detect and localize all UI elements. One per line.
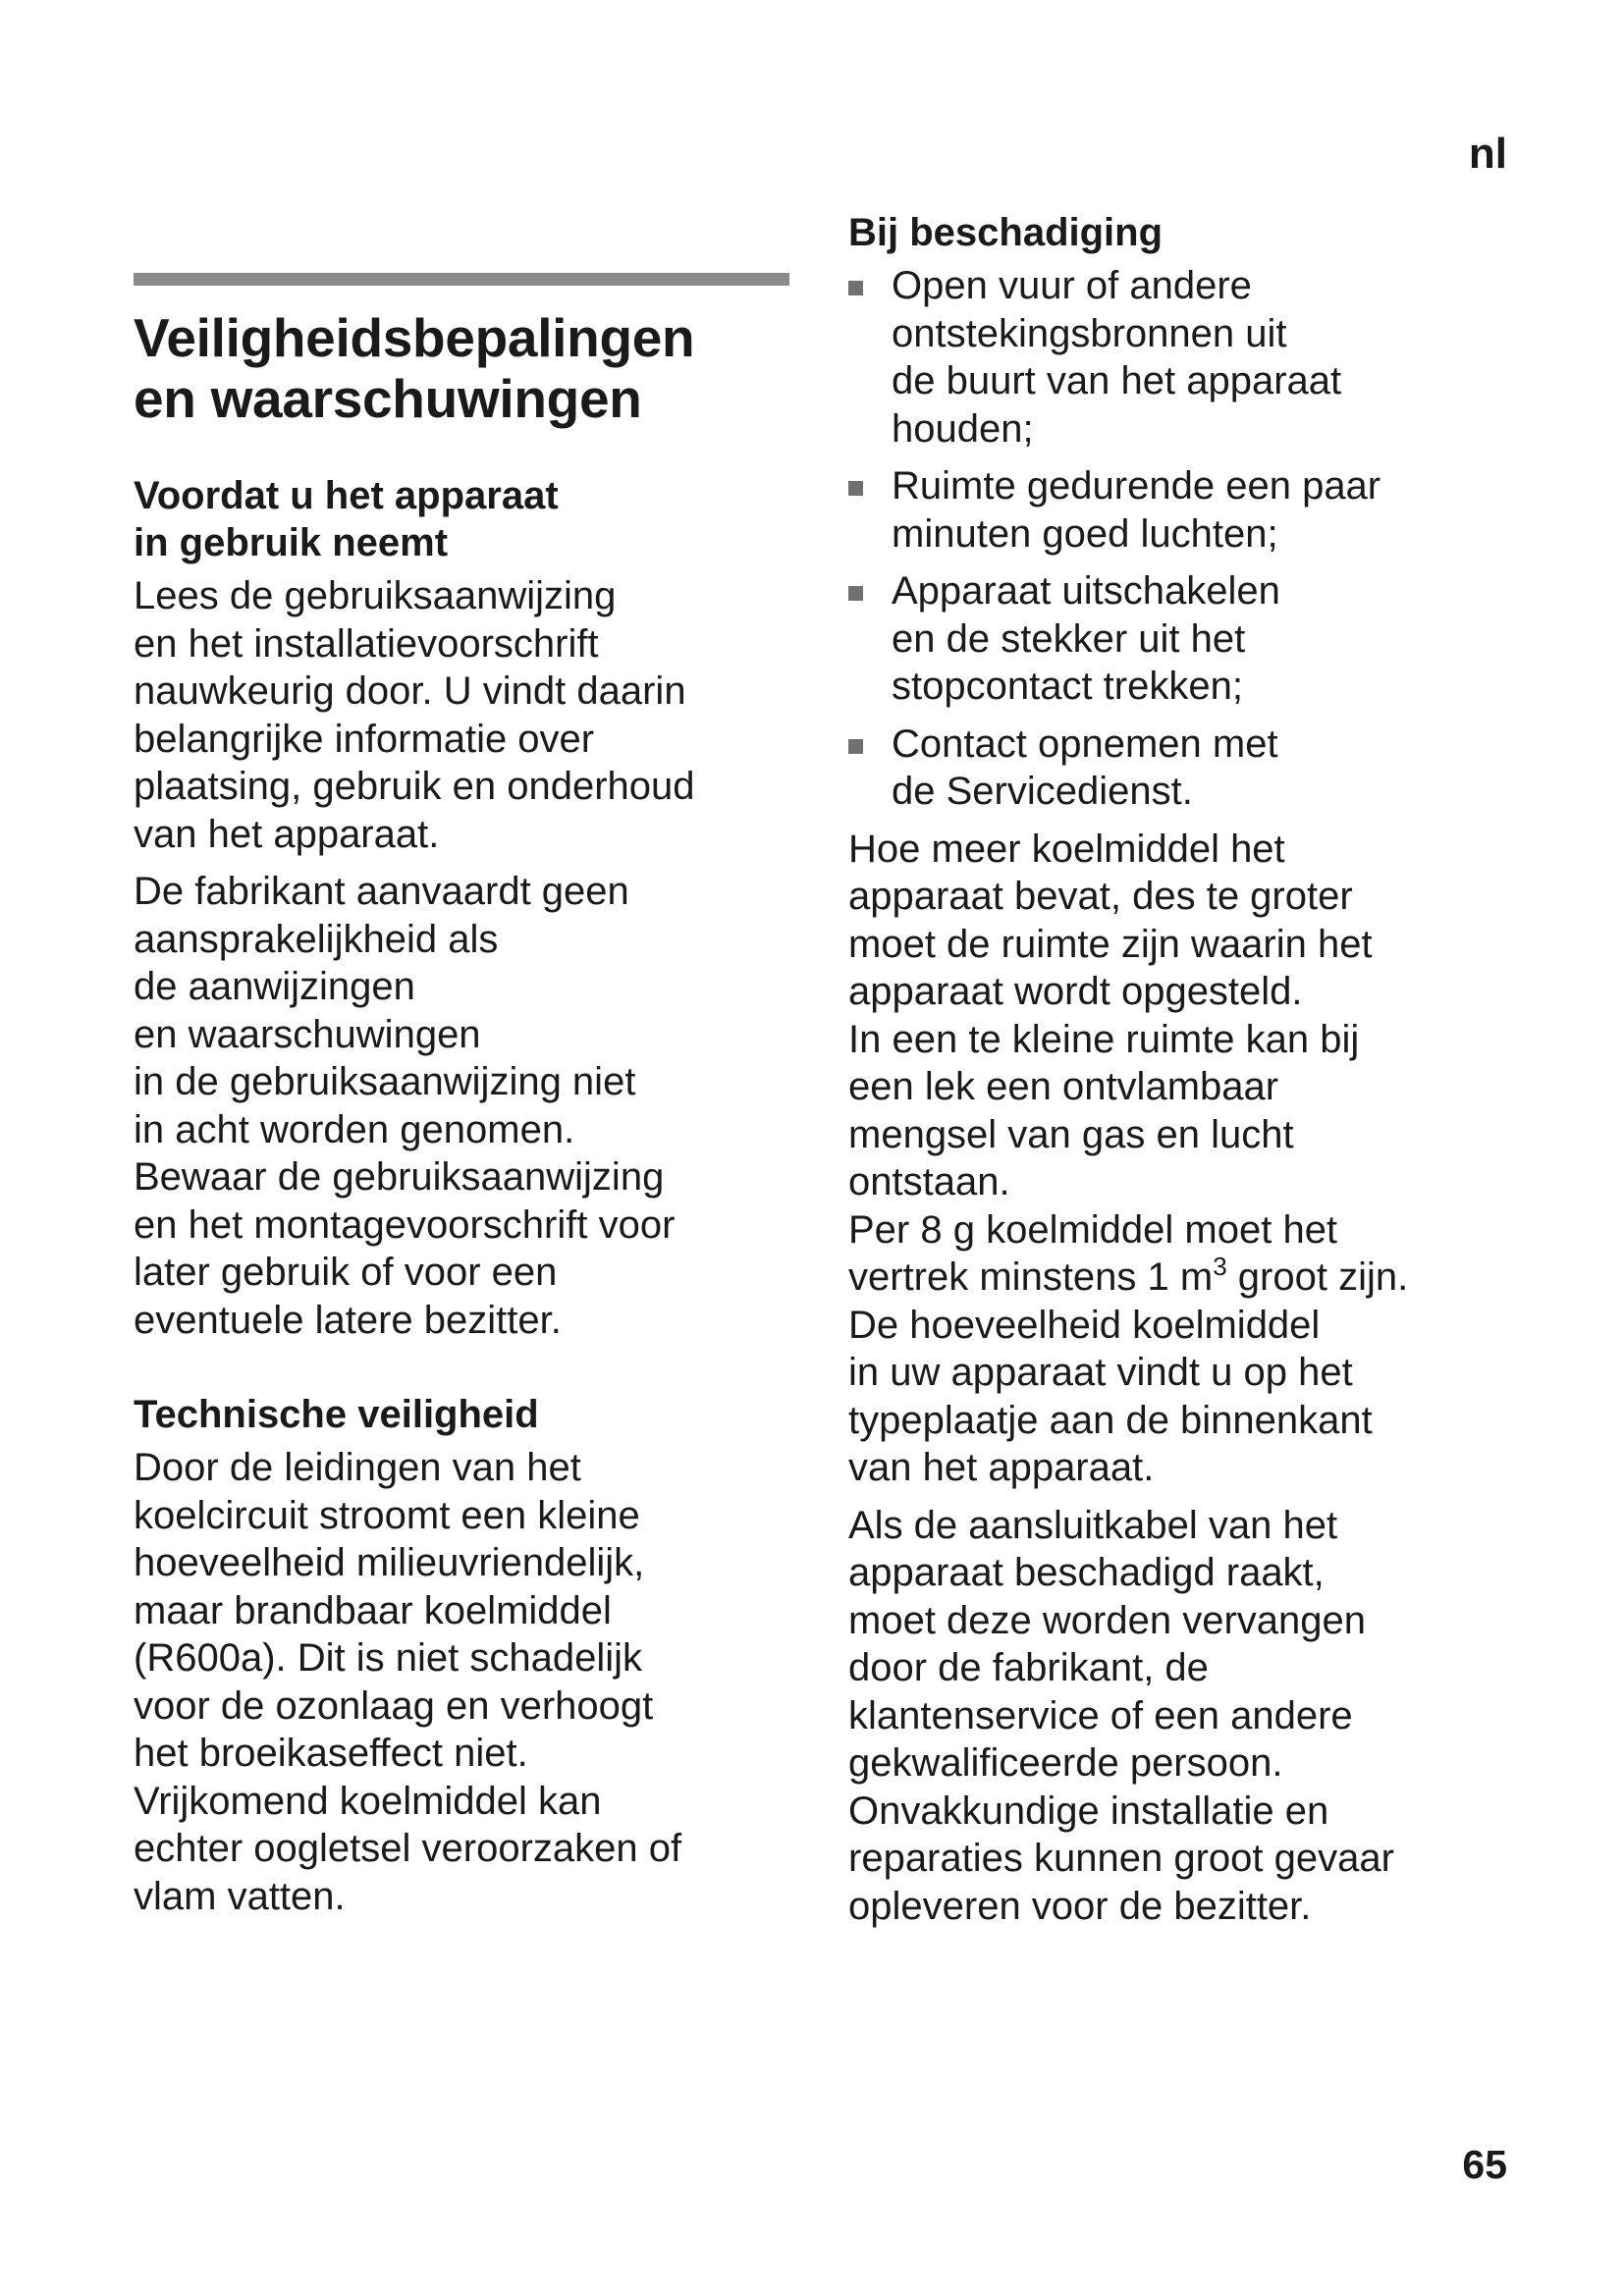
list-item (848, 721, 1526, 816)
language-tag: nl (1468, 130, 1507, 178)
square-bullet-icon (848, 586, 863, 601)
superscript-three: 3 (1213, 1252, 1227, 1281)
list-item-text: Apparaat uitschakelen en de stekker uit het stopcontact trekken; (892, 569, 1280, 708)
list-item (848, 567, 1526, 711)
square-bullet-icon (848, 739, 863, 754)
damage-steps-list (848, 262, 1526, 816)
square-bullet-icon (848, 281, 863, 295)
page-number: 65 (1462, 2142, 1507, 2187)
paragraph-room-size-part1: Hoe meer koelmiddel het apparaat bevat, des te groter moet de ruimte zijn waarin het apparaat wordt opgesteld. In een te kleine ruimte kan bij een lek een ontvlambaar mengsel van gas en lucht ontstaan. Per 8 g koelmiddel moet het (848, 827, 1373, 1252)
list-item-text: Open vuur of andere ontstekingsbronnen uit de buurt van het apparaat houden; (892, 264, 1342, 451)
page-title: Veiligheidsbepalingen en waarschuwingen (134, 307, 695, 429)
section-heading-damage: Bij beschadiging (848, 211, 1164, 254)
list-item (848, 462, 1526, 558)
square-bullet-icon (848, 481, 863, 496)
list-item (848, 262, 1526, 453)
section-heading-before-use: Voordat u het apparaat in gebruik neemt (134, 474, 559, 564)
right-column (848, 209, 1526, 1930)
title-rule (134, 273, 789, 286)
list-item-text: Ruimte gedurende een paar minuten goed luchten; (892, 464, 1381, 556)
paragraph-read-instructions: Lees de gebruiksaanwijzing en het installatievoorschrift nauwkeurig door. U vindt daarin belangrijke informatie over plaatsing, gebruik en onderhoud van het apparaat. (134, 574, 695, 856)
paragraph-manufacturer-liability: De fabrikant aanvaardt geen aansprakelijkheid als de aanwijzingen en waarschuwingen in de gebruiksaanwijzing niet in acht worden genomen. Bewaar de gebruiksaanwijzing en het montagevoorschrift voor later gebruik of voor een eventuele latere bezitter. (134, 870, 676, 1342)
paragraph-room-size-volume-line: vertrek minstens 1 $m^3$ groot zijn. (848, 1252, 1409, 1299)
list-item-text: Contact opnemen met de Servicedienst. (892, 721, 1278, 813)
left-column (134, 273, 789, 1920)
section-heading-technical-safety: Technische veiligheid (134, 1393, 539, 1436)
paragraph-room-size (848, 826, 1526, 1492)
paragraph-room-size-part2: De hoeveelheid koelmiddel in uw apparaat vindt u op het typeplaatje aan de binnenkant van het apparaat. (848, 1303, 1373, 1489)
paragraph-refrigerant: Door de leidingen van het koelcircuit stroomt een kleine hoeveelheid milieuvriendelijk, maar brandbaar koelmiddel (R600a). Dit is niet schadelijk voor de ozonlaag en verhoogt het broeikaseffect niet. Vrijkomend koelmiddel kan echter oogletsel veroorzaken of vlam vatten. (134, 1446, 682, 1918)
paragraph-power-cable: Als de aansluitkabel van het apparaat beschadigd raakt, moet deze worden vervangen door de fabrikant, de klantenservice of een andere gekwalificeerde persoon. Onvakkundige installatie en reparaties kunnen groot gevaar opleveren voor de bezitter. (848, 1503, 1394, 1928)
